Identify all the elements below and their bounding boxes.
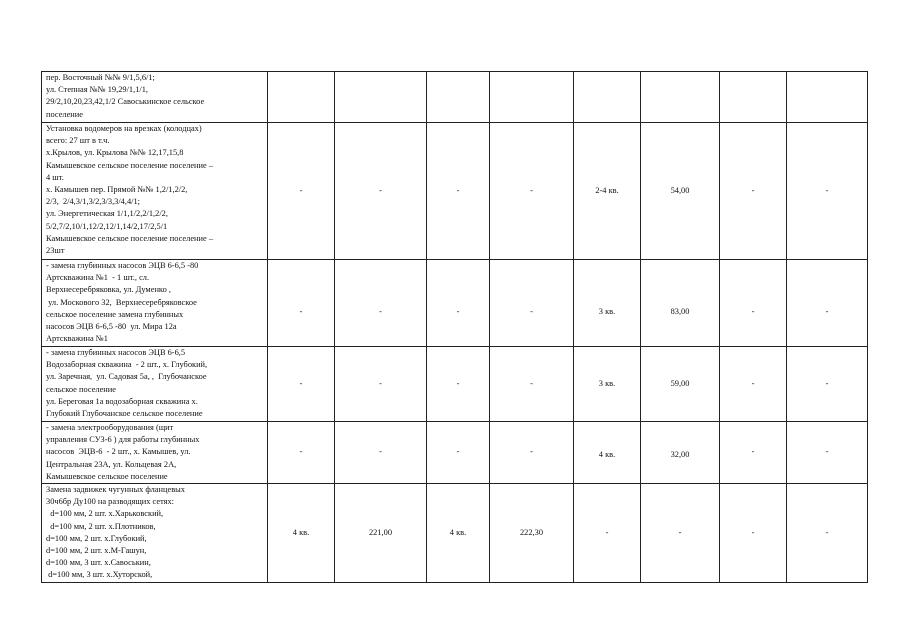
work-description xyxy=(42,347,268,422)
description-line: 4 шт. xyxy=(46,172,64,182)
description-line: всего: 27 шт в т.ч. xyxy=(46,136,110,146)
table-cell: - xyxy=(490,347,574,422)
table-cell: - xyxy=(720,347,787,422)
description-line: d=100 мм, 2 шт. х.Плотников, xyxy=(46,521,156,531)
description-line: Водозаборная скважина - 2 шт., х. Глубокий, xyxy=(46,360,208,370)
description-line: Установка водомеров на врезках (колодцах) xyxy=(46,124,202,133)
table-cell xyxy=(641,72,720,123)
description-line: 23шт xyxy=(46,246,65,256)
cell-value: - xyxy=(751,306,755,316)
table-cell xyxy=(490,72,574,123)
table-cell: - xyxy=(720,484,787,583)
table-cell: - xyxy=(490,422,574,484)
description-line: - замена глубинных насосов ЭЦВ 6-6,5 xyxy=(46,348,186,357)
cell-value: 83,00 xyxy=(670,306,690,316)
work-description xyxy=(42,260,268,347)
table-cell xyxy=(641,422,720,484)
table-cell: - xyxy=(787,123,868,260)
description-line: d=100 мм, 2 шт. х.Глубокий, xyxy=(46,533,147,543)
description-line: Замена задвижек чугунных фланцевых xyxy=(46,485,185,495)
table-cell: - xyxy=(427,347,490,422)
table-cell: 59,00 xyxy=(641,347,720,422)
cell-value: - xyxy=(456,306,460,316)
table-cell: 222,30 xyxy=(490,484,574,583)
description-line: d=100 мм, 2 шт. х.Харьковский, xyxy=(46,509,164,519)
table-cell xyxy=(427,260,490,347)
description-line: Глубокий Глубочанское сельское поселение xyxy=(46,409,203,419)
table-cell: 3 кв. xyxy=(574,347,641,422)
table-cell xyxy=(641,260,720,347)
table-cell: - xyxy=(720,123,787,260)
table-row xyxy=(42,72,868,123)
cell-value: - xyxy=(299,306,303,316)
description-line: х.Крылов, ул. Крылова №№ 12,17,15,8 xyxy=(46,148,184,158)
table-body xyxy=(42,72,868,583)
description-line: ул. Заречная, ул. Садовая 5а, , Глубочанское xyxy=(46,372,207,382)
description-line: - замена глубинных насосов ЭЦВ 6-6,5 -80 xyxy=(46,261,199,270)
work-description xyxy=(42,484,268,583)
table-cell xyxy=(720,260,787,347)
description-line: - замена электрооборудования (щит xyxy=(46,423,174,432)
table-cell: - xyxy=(268,347,335,422)
table-cell: - xyxy=(427,123,490,260)
description-line: d=100 мм, 2 шт. х.М-Гашун, xyxy=(46,546,147,556)
description-line: ул. Энергетическая 1/1,1/2,2/1,2/2, xyxy=(46,209,168,219)
table-cell xyxy=(574,72,641,123)
table-row xyxy=(42,347,868,422)
description-line: управления СУЗ-6 ) для работы глубинных xyxy=(46,435,200,445)
table-cell xyxy=(574,422,641,484)
description-line: 30ч6бр Ду100 на разводящих сетях: xyxy=(46,497,175,507)
table-cell xyxy=(720,72,787,123)
description-line: ул. Степная №№ 19,29/1,1/1, xyxy=(46,85,148,95)
table-row xyxy=(42,123,868,260)
description-line: пер. Восточный №№ 9/1,5,6/1; xyxy=(46,73,155,82)
table-cell: - xyxy=(268,123,335,260)
table-row xyxy=(42,422,868,484)
description-line: сельское поселение xyxy=(46,384,116,394)
description-line: х. Камышев пер. Прямой №№ 1,2/1,2/2, xyxy=(46,185,188,195)
work-description xyxy=(42,123,268,260)
table-cell xyxy=(490,260,574,347)
table-cell: - xyxy=(335,347,427,422)
description-line: d=100 мм, 3 шт. х.Савоськин, xyxy=(46,558,151,568)
description-line: насосов ЭЦВ 6-6,5 -80 ул. Мира 12а xyxy=(46,322,177,332)
table-cell: 4 кв. xyxy=(268,484,335,583)
table-cell xyxy=(268,260,335,347)
description-line: d=100 мм, 3 шт. х.Хуторской, xyxy=(46,570,153,580)
description-line: Центральная 23А, ул. Кольцевая 2А, xyxy=(46,459,177,469)
table-cell: 54,00 xyxy=(641,123,720,260)
cell-value: 32,00 xyxy=(670,450,690,460)
table-cell xyxy=(787,72,868,123)
table-cell: - xyxy=(335,422,427,484)
table-cell xyxy=(574,260,641,347)
table-cell: - xyxy=(787,422,868,484)
description-line: ул. Береговая 1а водозаборная скважина х. xyxy=(46,396,198,406)
table-cell: - xyxy=(335,123,427,260)
cell-value: 4 кв. xyxy=(598,450,616,460)
table-cell: - xyxy=(268,422,335,484)
cell-value: - xyxy=(825,306,829,316)
table-cell: - xyxy=(574,484,641,583)
table-cell: 4 кв. xyxy=(427,484,490,583)
table-cell: - xyxy=(427,422,490,484)
table-cell xyxy=(268,72,335,123)
description-line: 5/2,7/2,10/1,12/2,12/1,14/2,17/2,5/1 xyxy=(46,221,168,231)
work-description xyxy=(42,422,268,484)
description-line: Артскважина №1 - 1 шт., сл. xyxy=(46,273,150,283)
description-line: ул. Московогo 32, Верхнесеребряковское xyxy=(46,297,197,307)
works-table xyxy=(41,71,868,583)
table-cell xyxy=(427,72,490,123)
table-cell: 221,00 xyxy=(335,484,427,583)
table-cell: - xyxy=(787,484,868,583)
table-cell: - xyxy=(720,422,787,484)
description-line: сельское поселение замена глубинных xyxy=(46,309,184,319)
table-cell xyxy=(335,260,427,347)
cell-value: 3 кв. xyxy=(598,306,616,316)
description-line: поселение xyxy=(46,109,83,119)
table-cell: - xyxy=(641,484,720,583)
table-cell: 2-4 кв. xyxy=(574,123,641,260)
description-line: Камышевское сельское поселение поселение – xyxy=(46,233,214,243)
cell-value: - xyxy=(379,306,382,316)
description-line: насосов ЭЦВ-6 - 2 шт., х. Камышев, ул. xyxy=(46,447,191,457)
table-row xyxy=(42,484,868,583)
description-line: Артскважина №1 xyxy=(46,334,108,344)
description-line: Верхнесеребряковка, ул. Думенко , xyxy=(46,285,171,295)
table-cell: - xyxy=(787,347,868,422)
description-line: 2/3, 2/4,3/1,3/2,3/3,3/4,4/1; xyxy=(46,197,140,207)
work-description xyxy=(42,72,268,123)
table-cell xyxy=(787,260,868,347)
description-line: 29/2,10,20,23,42,1/2 Савоськинское сельское xyxy=(46,97,205,107)
table-cell xyxy=(335,72,427,123)
cell-value: - xyxy=(530,306,533,316)
table-cell: - xyxy=(490,123,574,260)
description-line: Камышевское сельское поселение xyxy=(46,471,168,481)
table-row xyxy=(42,260,868,347)
description-line: Камышевское сельское поселение поселение – xyxy=(46,160,214,170)
